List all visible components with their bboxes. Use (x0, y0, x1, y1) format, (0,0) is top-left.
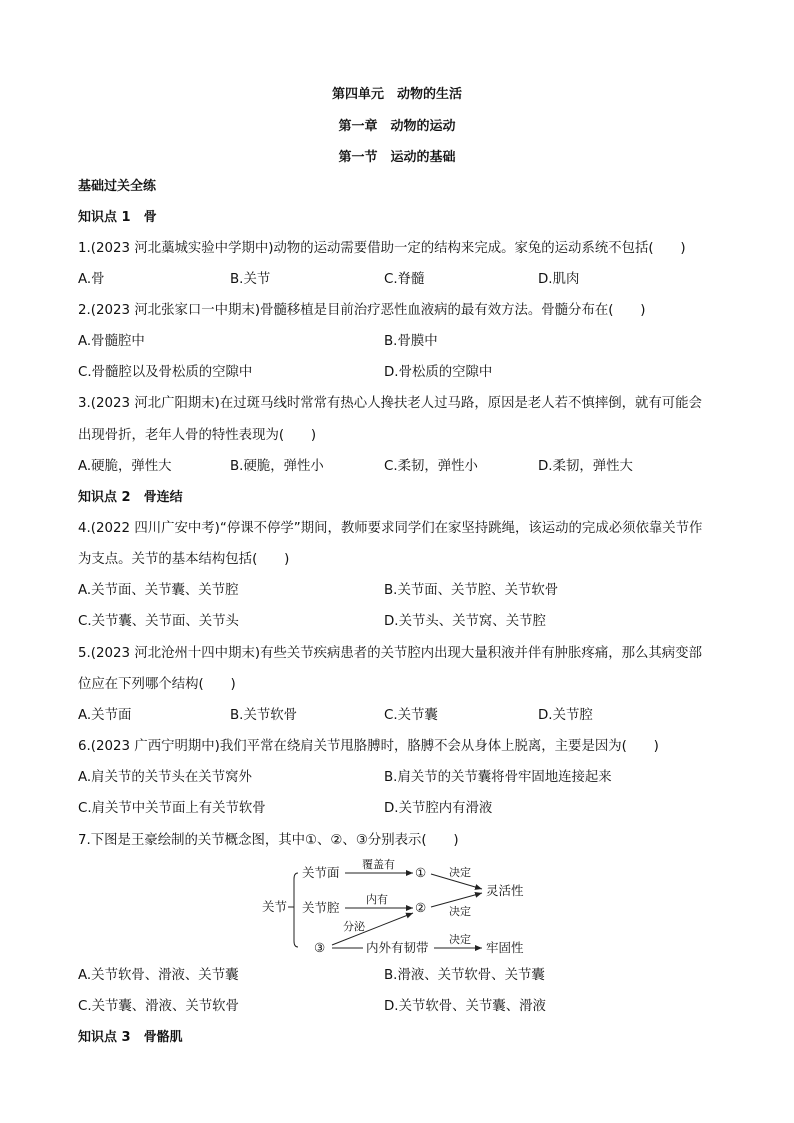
option-d[interactable]: D.关节腔 (538, 708, 593, 723)
node-cavity: 关节腔 (302, 900, 340, 915)
knowledge-point-1: 知识点 1 骨 (78, 210, 157, 225)
option-a[interactable]: A.肩关节的关节头在关节窝外 (78, 770, 252, 785)
practice-title: 基础过关全练 (78, 179, 157, 194)
option-c[interactable]: C.骨髓腔以及骨松质的空隙中 (78, 365, 253, 380)
option-b[interactable]: B.骨膜中 (384, 334, 438, 349)
option-d[interactable]: D.肌肉 (538, 272, 580, 287)
node-3: ③ (314, 940, 326, 955)
option-a[interactable]: A.硬脆，弹性大 (78, 459, 172, 474)
question-7-options-row1 (78, 967, 718, 985)
option-a[interactable]: A.关节面 (78, 708, 132, 723)
label-cover: 覆盖有 (362, 858, 395, 871)
option-b[interactable]: B.肩关节的关节囊将骨牢固地连接起来 (384, 770, 612, 785)
question-2-options-row2 (78, 364, 718, 382)
option-d[interactable]: D.骨松质的空隙中 (384, 365, 493, 380)
section-title: 第一节 运动的基础 (338, 150, 456, 165)
label-decide-3: 决定 (449, 933, 471, 946)
option-d[interactable]: D.关节软骨、关节囊、滑液 (384, 999, 546, 1014)
bracket (294, 873, 298, 947)
label-secrete: 分泌 (343, 920, 365, 933)
option-c[interactable]: C.关节囊、滑液、关节软骨 (78, 999, 239, 1014)
option-a[interactable]: A.骨 (78, 272, 105, 287)
option-c[interactable]: C.关节囊、关节面、关节头 (78, 614, 239, 629)
question-4-options-row1 (78, 582, 718, 600)
chapter-title: 第一章 动物的运动 (338, 119, 456, 134)
question-7-options-row2 (78, 998, 718, 1016)
option-b[interactable]: B.关节面、关节腔、关节软骨 (384, 583, 559, 598)
question-5-stem-line1: 5.(2023 河北沧州十四中期末)有些关节疾病患者的关节腔内出现大量积液并伴有肿胀疼痛，那么其病变部 (78, 646, 702, 661)
option-c[interactable]: C.脊髓 (384, 272, 425, 287)
stability: 牢固性 (486, 940, 524, 955)
option-d[interactable]: D.关节腔内有滑液 (384, 801, 493, 816)
question-6-stem: 6.(2023 广西宁明期中)我们平常在绕肩关节甩胳膊时，胳膊不会从身体上脱离，主要是因为( ) (78, 739, 659, 754)
question-4-stem-line2: 为支点。关节的基本结构包括( ) (78, 552, 290, 567)
question-6-options-row2 (78, 800, 718, 818)
question-2-options-row1 (78, 333, 718, 351)
question-7-stem: 7.下图是王豪绘制的关节概念图，其中①、②、③分别表示( ) (78, 833, 459, 848)
option-b[interactable]: B.硬脆，弹性小 (230, 459, 324, 474)
question-5-stem-line2: 位应在下列哪个结构( ) (78, 677, 236, 692)
question-6-options-row1 (78, 769, 718, 787)
question-4-stem-line1: 4.(2022 四川广安中考)“停课不停学”期间，教师要求同学们在家坚持跳绳，该运动的完成必须依靠关节作 (78, 521, 703, 536)
option-d[interactable]: D.关节头、关节窝、关节腔 (384, 614, 546, 629)
label-contain: 内有 (366, 893, 388, 906)
node-surface: 关节面 (302, 865, 340, 880)
option-c[interactable]: C.柔韧，弹性小 (384, 459, 478, 474)
flexibility: 灵活性 (486, 883, 524, 898)
node-1: ① (415, 865, 427, 880)
option-a[interactable]: A.关节软骨、滑液、关节囊 (78, 968, 239, 983)
joint-concept-diagram (250, 855, 560, 965)
question-3-options (78, 458, 718, 476)
knowledge-point-3: 知识点 3 骨骼肌 (78, 1030, 183, 1045)
question-5-options (78, 707, 718, 725)
option-b[interactable]: B.关节 (230, 272, 271, 287)
label-decide-1: 决定 (449, 866, 471, 879)
question-4-options-row2 (78, 613, 718, 631)
option-d[interactable]: D.柔韧，弹性大 (538, 459, 633, 474)
question-2-stem: 2.(2023 河北张家口一中期末)骨髓移植是目前治疗恶性血液病的最有效方法。骨髓分布在( ) (78, 303, 646, 318)
label-decide-2: 决定 (449, 905, 471, 918)
option-b[interactable]: B.关节软骨 (230, 708, 298, 723)
question-3-stem-line2: 出现骨折，老年人骨的特性表现为( ) (78, 428, 317, 443)
root-joint: 关节 (262, 899, 288, 914)
node-2: ② (415, 900, 427, 915)
unit-title: 第四单元 动物的生活 (331, 87, 462, 102)
label-ligament: 内外有韧带 (366, 940, 429, 955)
option-b[interactable]: B.滑液、关节软骨、关节囊 (384, 968, 545, 983)
option-c[interactable]: C.关节囊 (384, 708, 438, 723)
question-1-stem: 1.(2023 河北藁城实验中学期中)动物的运动需要借助一定的结构来完成。家兔的运动系统不包括( ) (78, 241, 686, 256)
question-1-options (78, 271, 718, 289)
question-3-stem-line1: 3.(2023 河北广阳期末)在过斑马线时常常有热心人搀扶老人过马路，原因是老人若不慎摔倒，就有可能会 (78, 396, 702, 411)
option-a[interactable]: A.关节面、关节囊、关节腔 (78, 583, 239, 598)
knowledge-point-2: 知识点 2 骨连结 (78, 490, 183, 505)
option-a[interactable]: A.骨髓腔中 (78, 334, 145, 349)
option-c[interactable]: C.肩关节中关节面上有关节软骨 (78, 801, 266, 816)
